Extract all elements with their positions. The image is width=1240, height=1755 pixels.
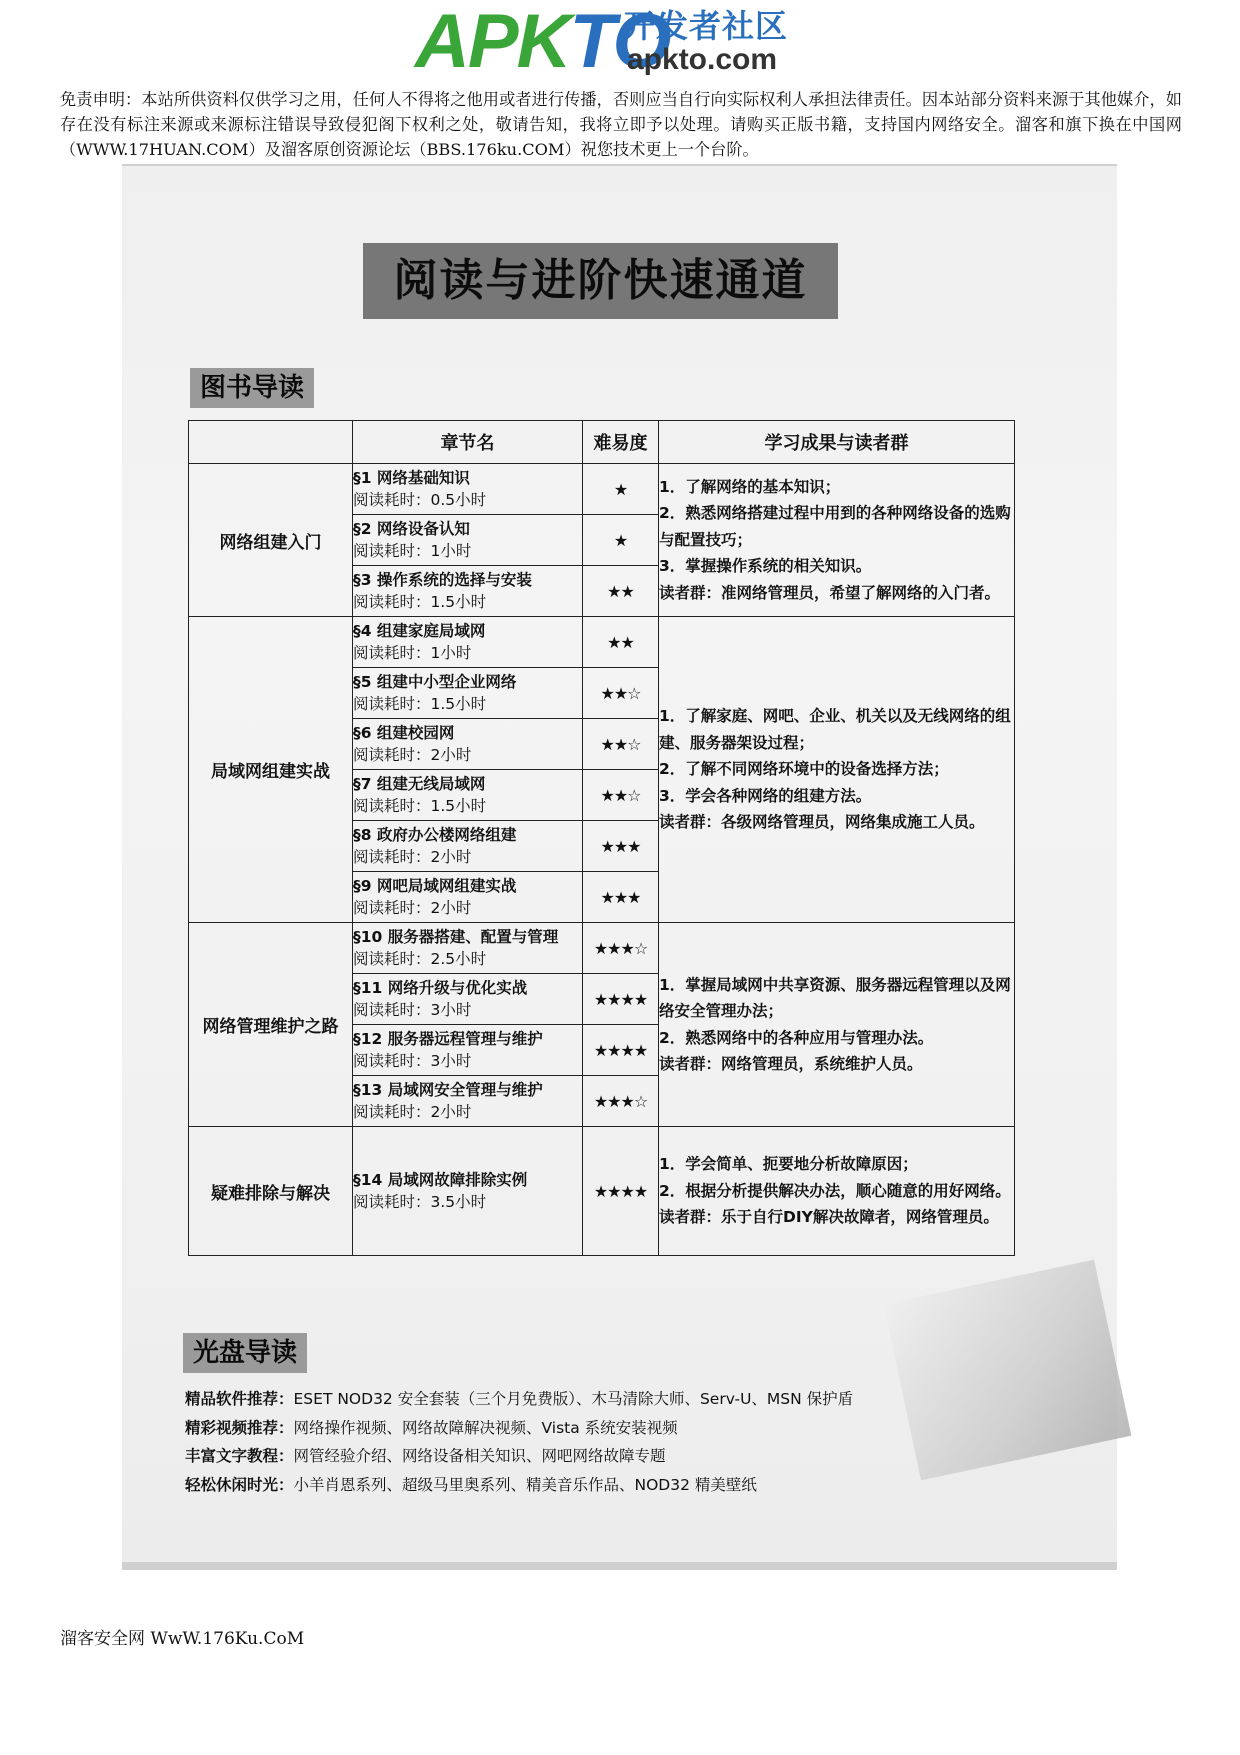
difficulty-stars: ★★★★: [583, 974, 659, 1025]
site-logo[interactable]: [415, 0, 815, 84]
part-name: 疑难排除与解决: [189, 1127, 353, 1256]
cd-item-value: 网络操作视频、网络故障解决视频、Vista 系统安装视频: [293, 1418, 678, 1437]
chapter-title: §3 操作系统的选择与安装: [353, 571, 532, 589]
difficulty-stars: ★★★☆: [583, 1076, 659, 1127]
chapter-title: §14 局域网故障排除实例: [353, 1171, 528, 1189]
chapter-cell: [353, 974, 583, 1025]
cd-item-value: 网管经验介绍、网络设备相关知识、网吧网络故障专题: [293, 1447, 666, 1465]
list-item: [185, 1442, 1045, 1471]
chapter-cell: [353, 923, 583, 974]
audience-line: 读者群：各级网络管理员，网络集成施工人员。: [659, 813, 985, 832]
list-item: [185, 1414, 1045, 1443]
column-header-chapter: 章节名: [353, 421, 583, 464]
logo-apk-text: APK: [415, 0, 570, 84]
chapter-reading-time: 阅读耗时：2小时: [353, 899, 472, 917]
chapter-title: §9 网吧局域网组建实战: [353, 877, 517, 895]
chapter-title: §1 网络基础知识: [353, 469, 470, 487]
chapter-cell: [353, 770, 583, 821]
chapter-cell: [353, 719, 583, 770]
chapter-title: §2 网络设备认知: [353, 520, 470, 538]
chapter-reading-time: 阅读耗时：3小时: [353, 1001, 472, 1019]
audience-line: 读者群：准网络管理员，希望了解网络的入门者。: [659, 583, 1001, 602]
logo-url: apkto.com: [627, 43, 778, 76]
chapter-reading-time: 阅读耗时：1小时: [353, 644, 472, 662]
cd-item-key: 丰富文字教程：: [185, 1447, 294, 1465]
chapter-title: §13 局域网安全管理与维护: [353, 1081, 543, 1099]
part-name: 网络管理维护之路: [189, 923, 353, 1127]
outcome-line: 1．掌握局域网中共享资源、服务器远程管理以及网络安全管理办法；: [659, 975, 1011, 1020]
difficulty-stars: ★★☆: [583, 719, 659, 770]
table-row: [189, 464, 1015, 515]
column-header-part: [189, 421, 353, 464]
outcome-line: 2．熟悉网络中的各种应用与管理办法。: [659, 1028, 934, 1047]
chapter-title: §10 服务器搭建、配置与管理: [353, 928, 559, 946]
outcome-line: 1．了解网络的基本知识；: [659, 477, 841, 496]
cd-item-value: 小羊肖恩系列、超级马里奥系列、精美音乐作品、NOD32 精美壁纸: [293, 1475, 757, 1494]
chapter-cell: [353, 515, 583, 566]
chapter-title: §7 组建无线局域网: [353, 775, 486, 793]
chapter-title: §12 服务器远程管理与维护: [353, 1030, 543, 1048]
chapter-title: §6 组建校园网: [353, 724, 455, 742]
part-name: 局域网组建实战: [189, 617, 353, 923]
table-row: [189, 923, 1015, 974]
outcome-line: 2．根据分析提供解决办法，顺心随意的用好网络。: [659, 1181, 1011, 1200]
difficulty-stars: ★★★★: [583, 1127, 659, 1256]
chapter-reading-time: 阅读耗时：0.5小时: [353, 491, 487, 509]
difficulty-stars: ★: [583, 464, 659, 515]
outcome-description: [659, 1127, 1015, 1256]
list-item: [185, 1385, 1045, 1414]
chapter-cell: [353, 617, 583, 668]
chapter-cell: [353, 668, 583, 719]
cd-item-key: 轻松休闲时光：: [185, 1475, 294, 1494]
outcome-line: 3．掌握操作系统的相关知识。: [659, 557, 872, 576]
outcome-line: 2．了解不同网络环境中的设备选择方法；: [659, 760, 949, 779]
chapter-reading-time: 阅读耗时：1.5小时: [353, 593, 487, 611]
chapter-reading-time: 阅读耗时：3.5小时: [353, 1193, 487, 1211]
audience-line: 读者群：乐于自行DIY解决故障者，网络管理员。: [659, 1208, 999, 1227]
cd-content-list: [185, 1385, 1045, 1499]
page-title: 阅读与进阶快速通道: [363, 243, 838, 319]
column-header-difficulty: 难易度: [583, 421, 659, 464]
chapter-cell: [353, 1127, 583, 1256]
difficulty-stars: ★★★★: [583, 1025, 659, 1076]
logo-chinese-name: 开发者社区: [623, 7, 789, 45]
chapter-cell: [353, 821, 583, 872]
chapter-title: §5 组建中小型企业网络: [353, 673, 517, 691]
cd-item-key: 精品软件推荐：: [185, 1390, 294, 1408]
chapter-guide-table: [188, 420, 1015, 1256]
chapter-reading-time: 阅读耗时：2小时: [353, 746, 472, 764]
difficulty-stars: ★★★☆: [583, 923, 659, 974]
difficulty-stars: ★★: [583, 617, 659, 668]
scan-bottom-edge: [122, 1562, 1117, 1570]
difficulty-stars: ★★☆: [583, 668, 659, 719]
chapter-title: §4 组建家庭局域网: [353, 622, 486, 640]
part-name: 网络组建入门: [189, 464, 353, 617]
logo-to-text: TO: [569, 0, 670, 84]
footer-site-link[interactable]: 溜客安全网 WwW.176Ku.CoM: [60, 1629, 305, 1649]
chapter-reading-time: 阅读耗时：2小时: [353, 1103, 472, 1121]
outcome-description: [659, 617, 1015, 923]
chapter-cell: [353, 1076, 583, 1127]
cd-item-value: ESET NOD32 安全套装（三个月免费版）、木马清除大师、Serv-U、MSN 保护盾: [293, 1390, 854, 1408]
chapter-title: §11 网络升级与优化实战: [353, 979, 528, 997]
disclaimer-text: 免责申明：本站所供资料仅供学习之用，任何人不得将之他用或者进行传播，否则应当自行向实际权利人承担法律责任。因本站部分资料来源于其他媒介，如存在没有标注来源或来源标注错误导致侵犯阁下权利之处，敬请告知，我将立即予以处理。请购买正版书籍，支持国内网络安全。溜客和旗下换在中国网（WWW.17HUAN.COM）及溜客原创资源论坛（BBS.176ku.COM）祝您技术更上一个台阶。: [60, 90, 1182, 159]
difficulty-stars: ★: [583, 515, 659, 566]
outcome-line: 1．学会简单、扼要地分析故障原因；: [659, 1155, 918, 1174]
outcome-line: 2．熟悉网络搭建过程中用到的各种网络设备的选购与配置技巧；: [659, 504, 1011, 549]
chapter-reading-time: 阅读耗时：1小时: [353, 542, 472, 560]
chapter-reading-time: 阅读耗时：2小时: [353, 848, 472, 866]
chapter-reading-time: 阅读耗时：3小时: [353, 1052, 472, 1070]
difficulty-stars: ★★: [583, 566, 659, 617]
cd-item-key: 精彩视频推荐：: [185, 1418, 294, 1437]
column-header-outcome: 学习成果与读者群: [659, 421, 1015, 464]
difficulty-stars: ★★★: [583, 821, 659, 872]
table-header-row: [189, 421, 1015, 464]
difficulty-stars: ★★★: [583, 872, 659, 923]
outcome-line: 3．学会各种网络的组建方法。: [659, 786, 872, 805]
outcome-description: [659, 923, 1015, 1127]
table-row: [189, 1127, 1015, 1256]
list-item: [185, 1471, 1045, 1500]
chapter-reading-time: 阅读耗时：1.5小时: [353, 797, 487, 815]
chapter-title: §8 政府办公楼网络组建: [353, 826, 517, 844]
cd-guide-heading: 光盘导读: [183, 1333, 307, 1373]
chapter-cell: [353, 872, 583, 923]
chapter-cell: [353, 464, 583, 515]
chapter-cell: [353, 566, 583, 617]
outcome-line: 1．了解家庭、网吧、企业、机关以及无线网络的组建、服务器架设过程；: [659, 707, 1011, 752]
table-row: [189, 617, 1015, 668]
chapter-cell: [353, 1025, 583, 1076]
audience-line: 读者群：网络管理员，系统维护人员。: [659, 1055, 923, 1073]
difficulty-stars: ★★☆: [583, 770, 659, 821]
book-guide-heading: 图书导读: [190, 368, 314, 408]
chapter-reading-time: 阅读耗时：2.5小时: [353, 950, 487, 968]
outcome-description: [659, 464, 1015, 617]
chapter-reading-time: 阅读耗时：1.5小时: [353, 695, 487, 713]
scan-top-edge: [122, 164, 1117, 166]
